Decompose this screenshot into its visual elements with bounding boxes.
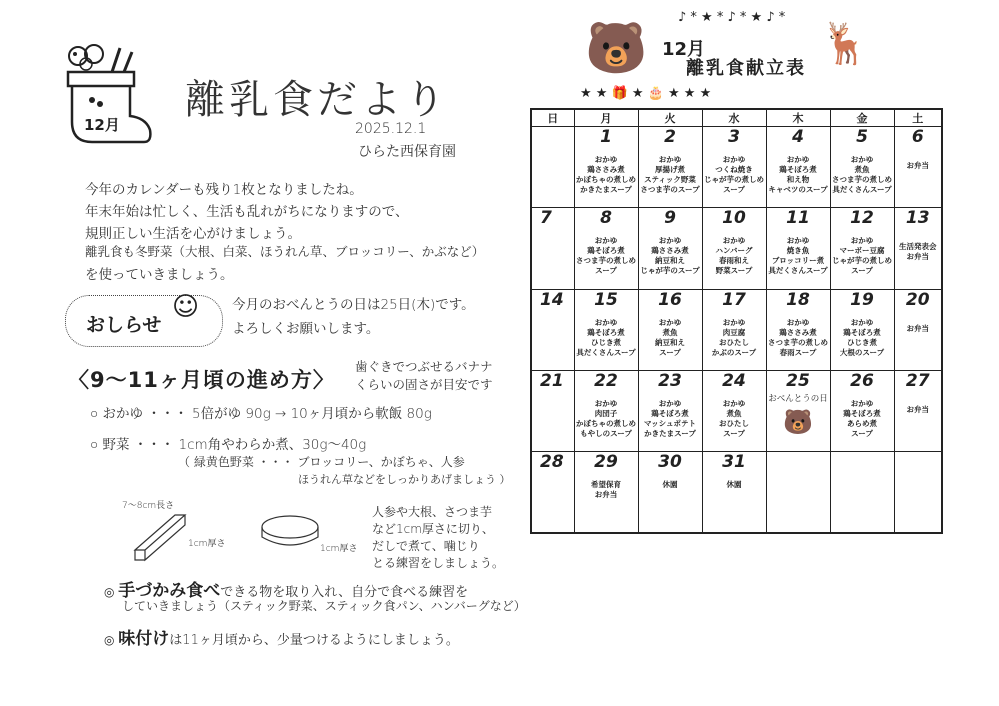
menu-list xyxy=(703,318,766,358)
menu-item: おかゆ xyxy=(594,155,618,164)
menu-item: 希望保育 xyxy=(591,480,621,490)
menu-item: あらめ煮 xyxy=(847,418,877,428)
menu-item: スープ xyxy=(659,347,681,357)
menu-item: 具だくさんスープ xyxy=(832,185,892,194)
okayu-line: ○ おかゆ ・・・ 5倍がゆ 90g → 10ヶ月頃から軟飯 80g xyxy=(90,406,432,422)
vegetable-cut-illustration xyxy=(130,505,330,565)
reindeer-tree-icon: 🦌 xyxy=(820,21,870,67)
notice-label: おしらせ xyxy=(86,314,162,336)
menu-item: 大根のスープ xyxy=(839,347,885,357)
calendar-week xyxy=(531,452,942,533)
boot-illustration xyxy=(62,42,154,148)
veg-note: とる練習をしましょう。 xyxy=(372,556,505,570)
menu-item: スープ xyxy=(851,266,873,276)
menu-list xyxy=(575,318,638,358)
menu-list xyxy=(639,155,702,195)
menu-item: おかゆ xyxy=(850,236,874,246)
menu-list xyxy=(831,399,894,439)
menu-item: じゃが芋の煮しめ xyxy=(704,175,764,184)
menu-list xyxy=(703,399,766,439)
menu-list xyxy=(831,236,894,276)
calendar-day xyxy=(766,289,830,370)
menu-item: スープ xyxy=(595,266,617,276)
menu-item: 煮魚 xyxy=(854,165,870,174)
side-note: くらいの固さが目安です xyxy=(355,377,493,392)
menu-item: 厚揚げ煮 xyxy=(655,165,685,174)
weekday-header: 金 xyxy=(830,109,894,127)
calendar-day xyxy=(574,208,638,289)
vegetable-line: ○ 野菜 ・・・ 1cm角やわらか煮、30g～40g xyxy=(90,437,367,453)
menu-item: ハンバーグ xyxy=(715,246,753,256)
calendar-day xyxy=(574,127,638,208)
menu-item: 焼き魚 xyxy=(786,246,810,256)
day-number: 3 xyxy=(728,127,740,147)
menu-item: さつま芋の煮しめ xyxy=(576,256,636,266)
calendar-day xyxy=(702,208,766,289)
menu-item: お弁当 xyxy=(906,323,929,333)
day-number: 14 xyxy=(540,289,564,310)
menu-list xyxy=(767,318,830,358)
side-note: 歯ぐきでつぶせるバナナ xyxy=(355,359,493,374)
calendar-week xyxy=(531,208,942,289)
veg-note: など1cm厚さに切り、 xyxy=(372,522,494,536)
menu-item: 鶏ささみ煮 xyxy=(651,246,689,256)
presents-decoration: ★ ★ 🎁 ★ 🎂 ★ ★ ★ xyxy=(580,86,712,101)
bento-day-note: おべんとうの日 xyxy=(768,393,828,404)
weekday-header: 土 xyxy=(894,109,942,127)
calendar-week xyxy=(531,127,942,208)
menu-item: おかゆ xyxy=(658,317,682,327)
menu-list xyxy=(639,318,702,358)
menu-item: 休園 xyxy=(726,480,742,490)
day-number: 19 xyxy=(850,289,874,310)
menu-list xyxy=(639,480,702,490)
menu-item: キャベツのスープ xyxy=(768,185,828,194)
menu-list xyxy=(575,480,638,500)
calendar-day xyxy=(830,370,894,451)
menu-item: おかゆ xyxy=(722,317,746,327)
menu-item: 春雨スープ xyxy=(779,347,817,357)
calendar-day xyxy=(766,208,830,289)
menu-item: おかゆ xyxy=(722,398,746,408)
intro-line: 年末年始は忙しく、生活も乱れがちになりますので、 xyxy=(85,204,409,220)
menu-item: 具だくさんスープ xyxy=(576,347,636,357)
day-number: 13 xyxy=(905,208,930,229)
calendar-day xyxy=(830,452,894,533)
menu-item: おかゆ xyxy=(850,398,874,408)
day-number: 16 xyxy=(658,289,682,310)
intro-line: を使っていきましょう。 xyxy=(85,267,234,283)
calendar-day xyxy=(894,208,942,289)
calendar-week xyxy=(531,370,942,451)
day-number: 30 xyxy=(658,452,682,473)
menu-item: 和え物 xyxy=(786,175,810,184)
menu-list xyxy=(895,405,942,415)
menu-list xyxy=(767,155,830,195)
menu-item: 具だくさんスープ xyxy=(768,266,828,276)
weekday-header: 水 xyxy=(702,109,766,127)
green-veg-line: ほうれん草などをしっかりあげましょう ） xyxy=(298,473,511,486)
menu-list xyxy=(575,399,638,439)
calendar-day xyxy=(702,370,766,451)
menu-item: おひたし xyxy=(719,418,749,428)
veg-note: だしで煮て、噛じり xyxy=(372,539,480,553)
issue-date: 2025.12.1 xyxy=(355,121,427,137)
calendar-day xyxy=(531,452,574,533)
calendar-day xyxy=(766,127,830,208)
newsletter-title: 離乳食だより xyxy=(185,77,449,123)
calendar-day xyxy=(766,452,830,533)
day-number: 1 xyxy=(600,127,612,147)
day-number: 6 xyxy=(911,127,924,147)
calendar-day xyxy=(894,370,942,451)
calendar-day xyxy=(702,452,766,533)
menu-item: おかゆ xyxy=(850,155,874,164)
menu-calendar xyxy=(530,108,943,534)
section-heading: 〈9～11ヶ月頃の進め方〉 xyxy=(68,368,335,392)
menu-list xyxy=(703,236,766,276)
menu-item: 肉豆腐 xyxy=(722,327,746,337)
menu-list xyxy=(703,480,766,490)
menu-list xyxy=(895,161,942,171)
menu-item: おかゆ xyxy=(658,155,682,164)
menu-item: 生活発表会 xyxy=(899,242,937,252)
menu-item: つくね焼き xyxy=(715,165,753,174)
menu-item: 煮魚 xyxy=(662,327,678,337)
calendar-day xyxy=(531,370,574,451)
menu-item: スティック野菜 xyxy=(644,175,696,184)
menu-item: 煮魚 xyxy=(726,408,742,418)
menu-item: かぼちゃの煮しめ xyxy=(576,175,636,184)
notice-line: よろしくお願いします。 xyxy=(232,321,380,337)
day-number: 20 xyxy=(905,289,930,310)
calendar-day xyxy=(702,289,766,370)
stick-length-label: 7～8cm長さ xyxy=(122,501,175,511)
menu-item: かぼちゃの煮しめ xyxy=(576,418,636,428)
day-number: 15 xyxy=(594,289,618,310)
green-veg-line: （ 緑黄色野菜 ・・・ ブロッコリー、かぼちゃ、人参 xyxy=(178,455,465,469)
calendar-day xyxy=(574,289,638,370)
menu-item: スープ xyxy=(851,428,873,438)
day-number: 21 xyxy=(540,370,564,391)
menu-item: ひじき煮 xyxy=(847,337,877,347)
day-number: 28 xyxy=(540,452,564,473)
menu-item: ひじき煮 xyxy=(591,337,621,347)
weekday-header: 木 xyxy=(766,109,830,127)
menu-item: おかゆ xyxy=(594,236,618,246)
day-number: 4 xyxy=(792,127,804,147)
menu-item: 休園 xyxy=(662,480,678,490)
calendar-day xyxy=(830,127,894,208)
bear-santa-icon: 🐻 xyxy=(585,19,648,77)
menu-list xyxy=(575,236,638,276)
day-number: 29 xyxy=(594,452,618,473)
menu-list xyxy=(767,236,830,276)
menu-item: お弁当 xyxy=(906,161,929,170)
day-number: 22 xyxy=(594,370,618,391)
menu-item: じゃが芋のスープ xyxy=(640,266,700,276)
menu-list xyxy=(703,155,766,195)
menu-item: 鶏そぼろ煮 xyxy=(587,246,625,256)
calendar-day xyxy=(830,208,894,289)
menu-item: 鶏そぼろ煮 xyxy=(779,165,817,174)
menu-item: 納豆和え xyxy=(655,256,685,266)
calendar-title: 離乳食献立表 xyxy=(686,58,806,79)
veg-note: 人参や大根、さつま芋 xyxy=(372,505,493,519)
menu-item: 鶏ささみ煮 xyxy=(587,165,625,174)
calendar-day xyxy=(702,127,766,208)
notice-line: 今月のおべんとうの日は25日(木)です。 xyxy=(232,297,475,313)
school-name: ひらた西保育園 xyxy=(358,144,456,160)
menu-list xyxy=(639,236,702,276)
menu-item: マッシュポテト xyxy=(643,418,697,428)
menu-item: おかゆ xyxy=(722,236,746,246)
round-thickness-label: 1cm厚さ xyxy=(320,544,358,554)
day-number: 8 xyxy=(600,208,612,229)
calendar-week xyxy=(531,289,942,370)
menu-list xyxy=(895,324,942,334)
calendar-day xyxy=(830,289,894,370)
day-number: 23 xyxy=(658,370,682,391)
menu-item: 鶏そぼろ煮 xyxy=(587,327,625,337)
menu-item: お弁当 xyxy=(906,252,929,262)
menu-item: 野菜スープ xyxy=(715,266,753,276)
menu-item: さつま芋のスープ xyxy=(640,185,700,194)
calendar-day xyxy=(574,452,638,533)
day-number: 18 xyxy=(786,289,810,310)
menu-list xyxy=(895,242,942,262)
day-number: 10 xyxy=(722,208,746,229)
calendar-day xyxy=(531,208,574,289)
intro-line: 今年のカレンダーも残り1枚となりましたね。 xyxy=(85,182,363,198)
calendar-day xyxy=(638,289,702,370)
calendar-day xyxy=(638,127,702,208)
menu-item: じゃが芋の煮しめ xyxy=(832,256,892,266)
menu-item: スープ xyxy=(723,428,745,438)
day-number: 24 xyxy=(722,370,746,391)
day-number: 17 xyxy=(722,289,746,310)
menu-item: 肉団子 xyxy=(594,408,618,418)
calendar-day xyxy=(894,127,942,208)
menu-item: マーボー豆腐 xyxy=(839,246,885,256)
day-number: 9 xyxy=(664,208,676,229)
finger-food-heading: 手づかみ食べ xyxy=(118,581,221,601)
menu-item: さつま芋の煮しめ xyxy=(768,337,828,347)
calendar-day xyxy=(894,452,942,533)
menu-item: おかゆ xyxy=(722,155,746,164)
menu-item: かきたまスープ xyxy=(644,428,696,438)
menu-item: 鶏そぼろ煮 xyxy=(843,408,881,418)
calendar-day xyxy=(638,208,702,289)
menu-list xyxy=(831,155,894,195)
intro-line: 離乳食も冬野菜（大根、白菜、ほうれん草、ブロッコリー、かぶなど） xyxy=(85,244,485,259)
calendar-day xyxy=(638,370,702,451)
seasoning-heading: 味付け xyxy=(118,629,170,649)
menu-item: かきたまスープ xyxy=(580,185,632,194)
menu-item: おかゆ xyxy=(786,155,810,164)
notice-badge xyxy=(65,295,223,347)
calendar-day xyxy=(766,370,830,451)
calendar-day xyxy=(638,452,702,533)
calendar-day xyxy=(894,289,942,370)
menu-list xyxy=(639,399,702,439)
menu-item: さつま芋の煮しめ xyxy=(832,175,892,184)
day-number: 25 xyxy=(786,370,810,391)
menu-item: お弁当 xyxy=(594,490,618,500)
finger-food-text: していきましょう（スティック野菜、スティック食パン、ハンバーグなど） xyxy=(122,599,526,613)
menu-list xyxy=(575,155,638,195)
menu-item: おかゆ xyxy=(786,236,810,246)
weekday-header: 火 xyxy=(638,109,702,127)
month-label: 12月 xyxy=(84,116,120,134)
menu-item: おかゆ xyxy=(786,317,810,327)
menu-item: スープ xyxy=(723,185,745,194)
menu-list xyxy=(831,318,894,358)
menu-item: もやしのスープ xyxy=(580,428,632,438)
weekday-header: 日 xyxy=(531,109,574,127)
menu-item: お弁当 xyxy=(906,404,929,414)
day-number: 12 xyxy=(850,208,874,229)
weekday-header: 月 xyxy=(574,109,638,127)
stars-notes-decoration: ♪ * ★ * ♪ * ★ ♪ * xyxy=(678,10,786,25)
bear-bento-icon: 🐻 xyxy=(783,407,813,436)
child-illustration-icon: ☺ xyxy=(172,292,200,322)
calendar-month: 12月 xyxy=(662,39,706,60)
day-number: 31 xyxy=(722,452,746,473)
menu-item: おひたし xyxy=(719,337,749,347)
day-number: 5 xyxy=(856,127,868,147)
menu-item: 鶏ささみ煮 xyxy=(779,327,817,337)
menu-item: 納豆和え xyxy=(655,337,685,347)
menu-item: 鶏そぼろ煮 xyxy=(651,408,689,418)
menu-item: 鶏そぼろ煮 xyxy=(843,327,881,337)
menu-item: ブロッコリー煮 xyxy=(771,256,825,266)
menu-item: 春雨和え xyxy=(719,256,749,266)
calendar-day xyxy=(531,289,574,370)
finger-food-text: できる物を取り入れ、自分で食べる練習を xyxy=(220,585,469,600)
menu-item: おかゆ xyxy=(594,317,618,327)
day-number: 26 xyxy=(850,370,874,391)
menu-item: おかゆ xyxy=(850,317,874,327)
menu-item: おかゆ xyxy=(658,398,682,408)
day-number: 27 xyxy=(905,370,930,391)
calendar-day xyxy=(531,127,574,208)
day-number: 11 xyxy=(786,208,810,229)
intro-line: 規則正しい生活を心がけましょう。 xyxy=(85,226,301,242)
day-number: 7 xyxy=(540,208,552,229)
menu-item: おかゆ xyxy=(594,398,618,408)
day-number: 2 xyxy=(664,127,676,147)
calendar-day xyxy=(574,370,638,451)
stick-thickness-label: 1cm厚さ xyxy=(188,539,226,549)
menu-item: おかゆ xyxy=(658,236,682,246)
seasoning-text: は11ヶ月頃から、少量つけるようにしましょう。 xyxy=(169,633,459,648)
menu-item: かぶのスープ xyxy=(711,347,757,357)
